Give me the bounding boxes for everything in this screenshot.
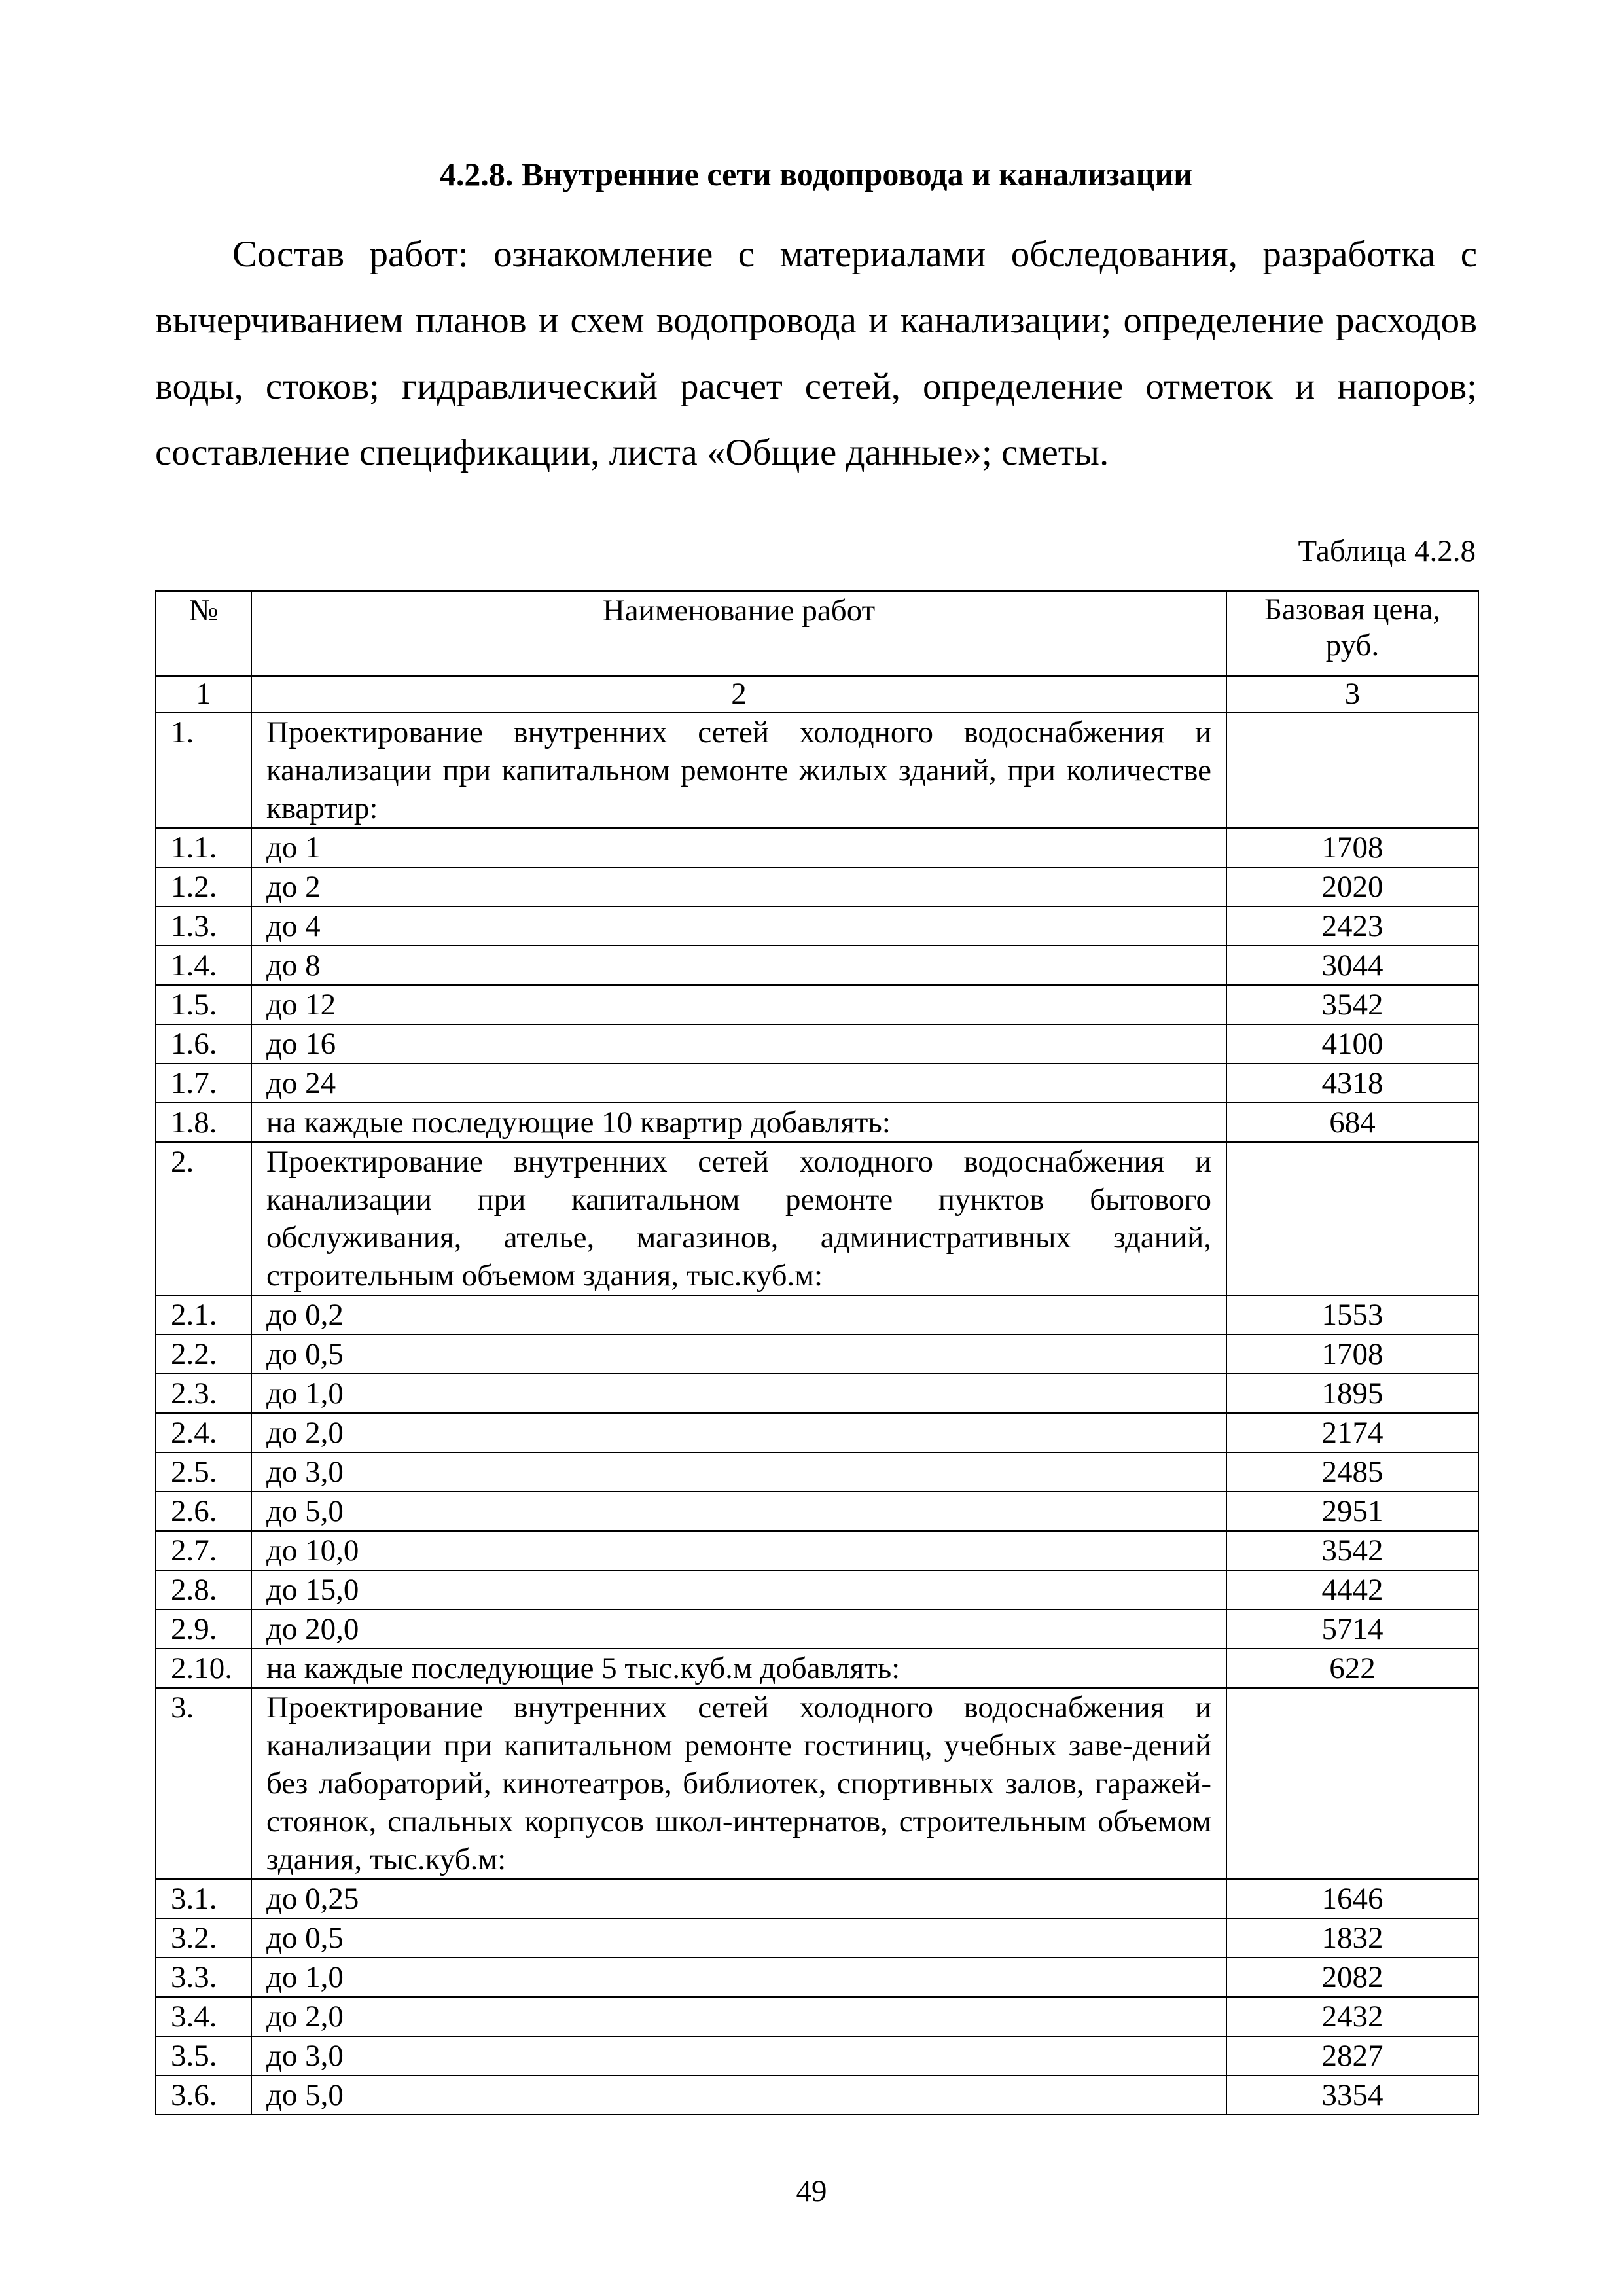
- row-base-price: 4318: [1226, 1064, 1478, 1103]
- row-work-name: до 1,0: [251, 1958, 1226, 1997]
- table-row: [156, 1142, 1478, 1295]
- table-row: [156, 713, 1478, 828]
- table-row: [156, 1531, 1478, 1570]
- table-row: [156, 2036, 1478, 2075]
- table-row: [156, 1103, 1478, 1142]
- row-base-price: 622: [1226, 1649, 1478, 1688]
- row-base-price: 2174: [1226, 1413, 1478, 1452]
- column-number-3: 3: [1226, 676, 1478, 713]
- table-row: [156, 1997, 1478, 2036]
- row-base-price: 1895: [1226, 1374, 1478, 1413]
- row-base-price: [1226, 1142, 1478, 1295]
- row-work-name: до 2,0: [251, 1413, 1226, 1452]
- row-work-name: до 5,0: [251, 1492, 1226, 1531]
- works-price-table: [155, 590, 1479, 2115]
- row-work-name: на каждые последующие 5 тыс.куб.м добавлять:: [251, 1649, 1226, 1688]
- table-row: [156, 1609, 1478, 1649]
- row-number: 2.10.: [156, 1649, 251, 1688]
- row-work-name: до 0,5: [251, 1335, 1226, 1374]
- row-number: 1.7.: [156, 1064, 251, 1103]
- row-base-price: 2485: [1226, 1452, 1478, 1492]
- column-number-row: [156, 676, 1478, 713]
- table-row: [156, 2075, 1478, 2115]
- row-work-name: Проектирование внутренних сетей холодного водоснабжения и канализации при капитальном ремонте гостиниц, учебных заве-дений без лабораторий, кинотеатров, библиотек, спортивных залов, гаражей-стоянок, спальных корпусов школ-интернатов, строительным объемом здания, тыс.куб.м:: [251, 1688, 1226, 1879]
- row-number: 2.7.: [156, 1531, 251, 1570]
- table-row: [156, 1452, 1478, 1492]
- row-base-price: 684: [1226, 1103, 1478, 1142]
- table-row: [156, 1492, 1478, 1531]
- row-work-name: до 0,25: [251, 1879, 1226, 1918]
- row-number: 3.1.: [156, 1879, 251, 1918]
- row-number: 1.2.: [156, 867, 251, 906]
- row-base-price: 3542: [1226, 985, 1478, 1024]
- row-base-price: 5714: [1226, 1609, 1478, 1649]
- row-number: 3.: [156, 1688, 251, 1879]
- row-base-price: 2951: [1226, 1492, 1478, 1531]
- row-base-price: 2827: [1226, 2036, 1478, 2075]
- row-work-name: до 0,5: [251, 1918, 1226, 1958]
- row-base-price: 1708: [1226, 1335, 1478, 1374]
- table-row: [156, 1413, 1478, 1452]
- row-base-price: 2423: [1226, 906, 1478, 946]
- row-base-price: 3354: [1226, 2075, 1478, 2115]
- row-number: 1.4.: [156, 946, 251, 985]
- row-number: 2.4.: [156, 1413, 251, 1452]
- row-number: 2.: [156, 1142, 251, 1295]
- row-number: 3.3.: [156, 1958, 251, 1997]
- header-name: Наименование работ: [251, 591, 1226, 676]
- row-number: 1.5.: [156, 985, 251, 1024]
- row-number: 1.1.: [156, 828, 251, 867]
- table-row: [156, 1958, 1478, 1997]
- row-work-name: до 0,2: [251, 1295, 1226, 1335]
- table-row: [156, 906, 1478, 946]
- row-number: 2.6.: [156, 1492, 251, 1531]
- row-base-price: 1646: [1226, 1879, 1478, 1918]
- row-work-name: до 2: [251, 867, 1226, 906]
- row-work-name: до 1: [251, 828, 1226, 867]
- row-work-name: до 8: [251, 946, 1226, 985]
- row-number: 3.6.: [156, 2075, 251, 2115]
- row-base-price: 2020: [1226, 867, 1478, 906]
- row-work-name: Проектирование внутренних сетей холодного водоснабжения и канализации при капитальном ремонте жилых зданий, при количестве квартир:: [251, 713, 1226, 828]
- row-work-name: до 3,0: [251, 1452, 1226, 1492]
- row-base-price: 2082: [1226, 1958, 1478, 1997]
- row-number: 2.2.: [156, 1335, 251, 1374]
- row-work-name: до 12: [251, 985, 1226, 1024]
- row-base-price: 1553: [1226, 1295, 1478, 1335]
- table-row: [156, 1688, 1478, 1879]
- row-base-price: 4442: [1226, 1570, 1478, 1609]
- row-work-name: на каждые последующие 10 квартир добавлять:: [251, 1103, 1226, 1142]
- page-number: 49: [796, 2174, 827, 2208]
- row-work-name: до 4: [251, 906, 1226, 946]
- row-number: 3.5.: [156, 2036, 251, 2075]
- row-number: 3.2.: [156, 1918, 251, 1958]
- table-caption: Таблица 4.2.8: [1298, 534, 1476, 568]
- row-base-price: 3542: [1226, 1531, 1478, 1570]
- table-row: [156, 1024, 1478, 1064]
- row-base-price: 3044: [1226, 946, 1478, 985]
- table-row: [156, 1879, 1478, 1918]
- row-base-price: 1708: [1226, 828, 1478, 867]
- table-row: [156, 1064, 1478, 1103]
- table-header-row: [156, 591, 1478, 676]
- table-row: [156, 985, 1478, 1024]
- table-row: [156, 1570, 1478, 1609]
- row-number: 3.4.: [156, 1997, 251, 2036]
- table-row: [156, 828, 1478, 867]
- row-number: 2.1.: [156, 1295, 251, 1335]
- row-work-name: до 5,0: [251, 2075, 1226, 2115]
- table-row: [156, 867, 1478, 906]
- table-row: [156, 1649, 1478, 1688]
- column-number-1: 1: [156, 676, 251, 713]
- row-work-name: до 16: [251, 1024, 1226, 1064]
- row-number: 2.8.: [156, 1570, 251, 1609]
- row-number: 1.: [156, 713, 251, 828]
- row-number: 2.9.: [156, 1609, 251, 1649]
- table-row: [156, 1295, 1478, 1335]
- table-body: [156, 713, 1478, 2115]
- row-number: 1.3.: [156, 906, 251, 946]
- row-work-name: до 20,0: [251, 1609, 1226, 1649]
- row-number: 1.8.: [156, 1103, 251, 1142]
- row-work-name: до 3,0: [251, 2036, 1226, 2075]
- header-price: Базовая цена, руб.: [1226, 591, 1478, 676]
- row-work-name: до 1,0: [251, 1374, 1226, 1413]
- row-work-name: до 15,0: [251, 1570, 1226, 1609]
- table-row: [156, 1918, 1478, 1958]
- row-number: 2.3.: [156, 1374, 251, 1413]
- intro-paragraph: Состав работ: ознакомление с материалами обследования, разработка с вычерчиванием планов и схем водопровода и канализации; определение расходов воды, стоков; гидравлический расчет сетей, определение отметок и напоров; составление спецификации, листа «Общие данные»; сметы.: [155, 234, 1477, 473]
- row-work-name: до 24: [251, 1064, 1226, 1103]
- section-title: 4.2.8. Внутренние сети водопровода и канализации: [439, 156, 1193, 192]
- row-base-price: 1832: [1226, 1918, 1478, 1958]
- table-row: [156, 946, 1478, 985]
- table-row: [156, 1374, 1478, 1413]
- row-work-name: Проектирование внутренних сетей холодного водоснабжения и канализации при капитальном ремонте пунктов бытового обслуживания, ателье, магазинов, административных зданий, строительным объемом здания, тыс.куб.м:: [251, 1142, 1226, 1295]
- header-num: №: [156, 591, 251, 676]
- row-base-price: 4100: [1226, 1024, 1478, 1064]
- row-base-price: [1226, 1688, 1478, 1879]
- row-number: 2.5.: [156, 1452, 251, 1492]
- row-number: 1.6.: [156, 1024, 251, 1064]
- row-work-name: до 10,0: [251, 1531, 1226, 1570]
- table-row: [156, 1335, 1478, 1374]
- column-number-2: 2: [251, 676, 1226, 713]
- row-base-price: 2432: [1226, 1997, 1478, 2036]
- row-base-price: [1226, 713, 1478, 828]
- row-work-name: до 2,0: [251, 1997, 1226, 2036]
